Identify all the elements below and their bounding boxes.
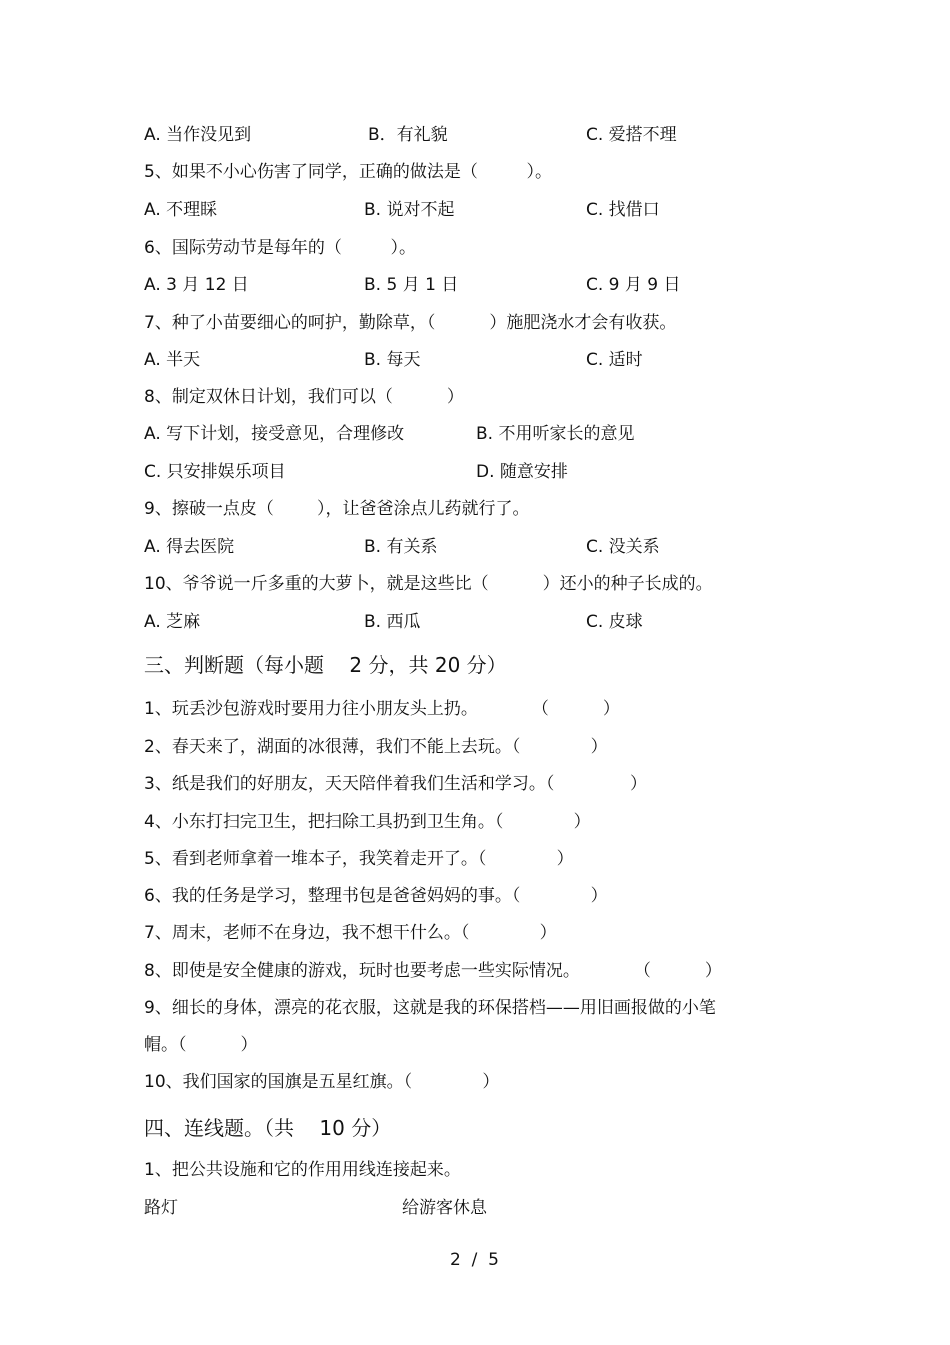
judge-item-2: 2、春天来了，湖面的冰很薄，我们不能上去玩。（ ） <box>144 737 608 757</box>
q4-option-b: B．有礼貌 <box>368 125 448 145</box>
q7-stem: 7、种了小苗要细心的呵护，勤除草，（ ）施肥浇水才会有收获。 <box>144 313 677 333</box>
match-left-item: 路灯 <box>144 1198 178 1218</box>
section4-title: 四、连线题。（共 10 分） <box>144 1116 392 1140</box>
q5-stem: 5、如果不小心伤害了同学，正确的做法是（ ）。 <box>144 162 552 182</box>
q9-option-a: A. 得去医院 <box>144 537 235 557</box>
judge-item-3: 3、纸是我们的好朋友，天天陪伴着我们生活和学习。（ ） <box>144 774 647 794</box>
judge-item-9: 9、细长的身体，漂亮的花衣服，这就是我的环保搭档——用旧画报做的小笔 <box>144 998 716 1018</box>
judge-item-8: 8、即使是安全健康的游戏，玩时也要考虑一些实际情况。 （ ） <box>144 961 722 981</box>
q4-option-c: C. 爱搭不理 <box>586 125 677 145</box>
q8-option-b: B. 不用听家长的意见 <box>476 424 635 444</box>
match-question-1: 1、把公共设施和它的作用用线连接起来。 <box>144 1160 461 1180</box>
q10-option-b: B. 西瓜 <box>364 612 421 632</box>
q4-option-a: A. 当作没见到 <box>144 125 252 145</box>
q7-option-a: A. 半天 <box>144 350 201 370</box>
page-number: 2 / 5 <box>450 1250 499 1270</box>
q7-option-c: C. 适时 <box>586 350 643 370</box>
judge-item-7: 7、周末，老师不在身边，我不想干什么。（ ） <box>144 923 557 943</box>
q10-option-a: A. 芝麻 <box>144 612 201 632</box>
q8-option-c: C. 只安排娱乐项目 <box>144 462 286 482</box>
q5-option-b: B. 说对不起 <box>364 200 455 220</box>
q6-stem: 6、国际劳动节是每年的（ ）。 <box>144 238 416 258</box>
q9-option-b: B. 有关系 <box>364 537 438 557</box>
q6-option-c: C. 9 月 9 日 <box>586 275 681 295</box>
section3-title: 三、判断题（每小题 2 分，共 20 分） <box>144 653 507 677</box>
q6-option-b: B. 5 月 1 日 <box>364 275 459 295</box>
q8-stem: 8、制定双休日计划，我们可以（ ） <box>144 387 464 407</box>
judge-item-5: 5、看到老师拿着一堆本子，我笑着走开了。（ ） <box>144 849 574 869</box>
q7-option-b: B. 每天 <box>364 350 421 370</box>
judge-item-6: 6、我的任务是学习，整理书包是爸爸妈妈的事。（ ） <box>144 886 608 906</box>
q8-option-a: A. 写下计划，接受意见，合理修改 <box>144 424 405 444</box>
judge-item-1: 1、玩丢沙包游戏时要用力往小朋友头上扔。 （ ） <box>144 699 620 719</box>
q8-option-d: D. 随意安排 <box>476 462 568 482</box>
q10-option-c: C. 皮球 <box>586 612 643 632</box>
q6-option-a: A. 3 月 12 日 <box>144 275 249 295</box>
q9-option-c: C. 没关系 <box>586 537 660 557</box>
q10-stem: 10、爷爷说一斤多重的大萝卜，就是这些比（ ）还小的种子长成的。 <box>144 574 713 594</box>
judge-item-4: 4、小东打扫完卫生，把扫除工具扔到卫生角。（ ） <box>144 812 591 832</box>
q9-stem: 9、擦破一点皮（ ），让爸爸涂点儿药就行了。 <box>144 499 530 519</box>
q5-option-c: C. 找借口 <box>586 200 660 220</box>
q5-option-a: A. 不理睬 <box>144 200 218 220</box>
judge-item-9-cont: 帽。（ ） <box>144 1035 258 1055</box>
judge-item-10: 10、我们国家的国旗是五星红旗。（ ） <box>144 1072 500 1092</box>
match-right-item: 给游客休息 <box>402 1198 487 1218</box>
